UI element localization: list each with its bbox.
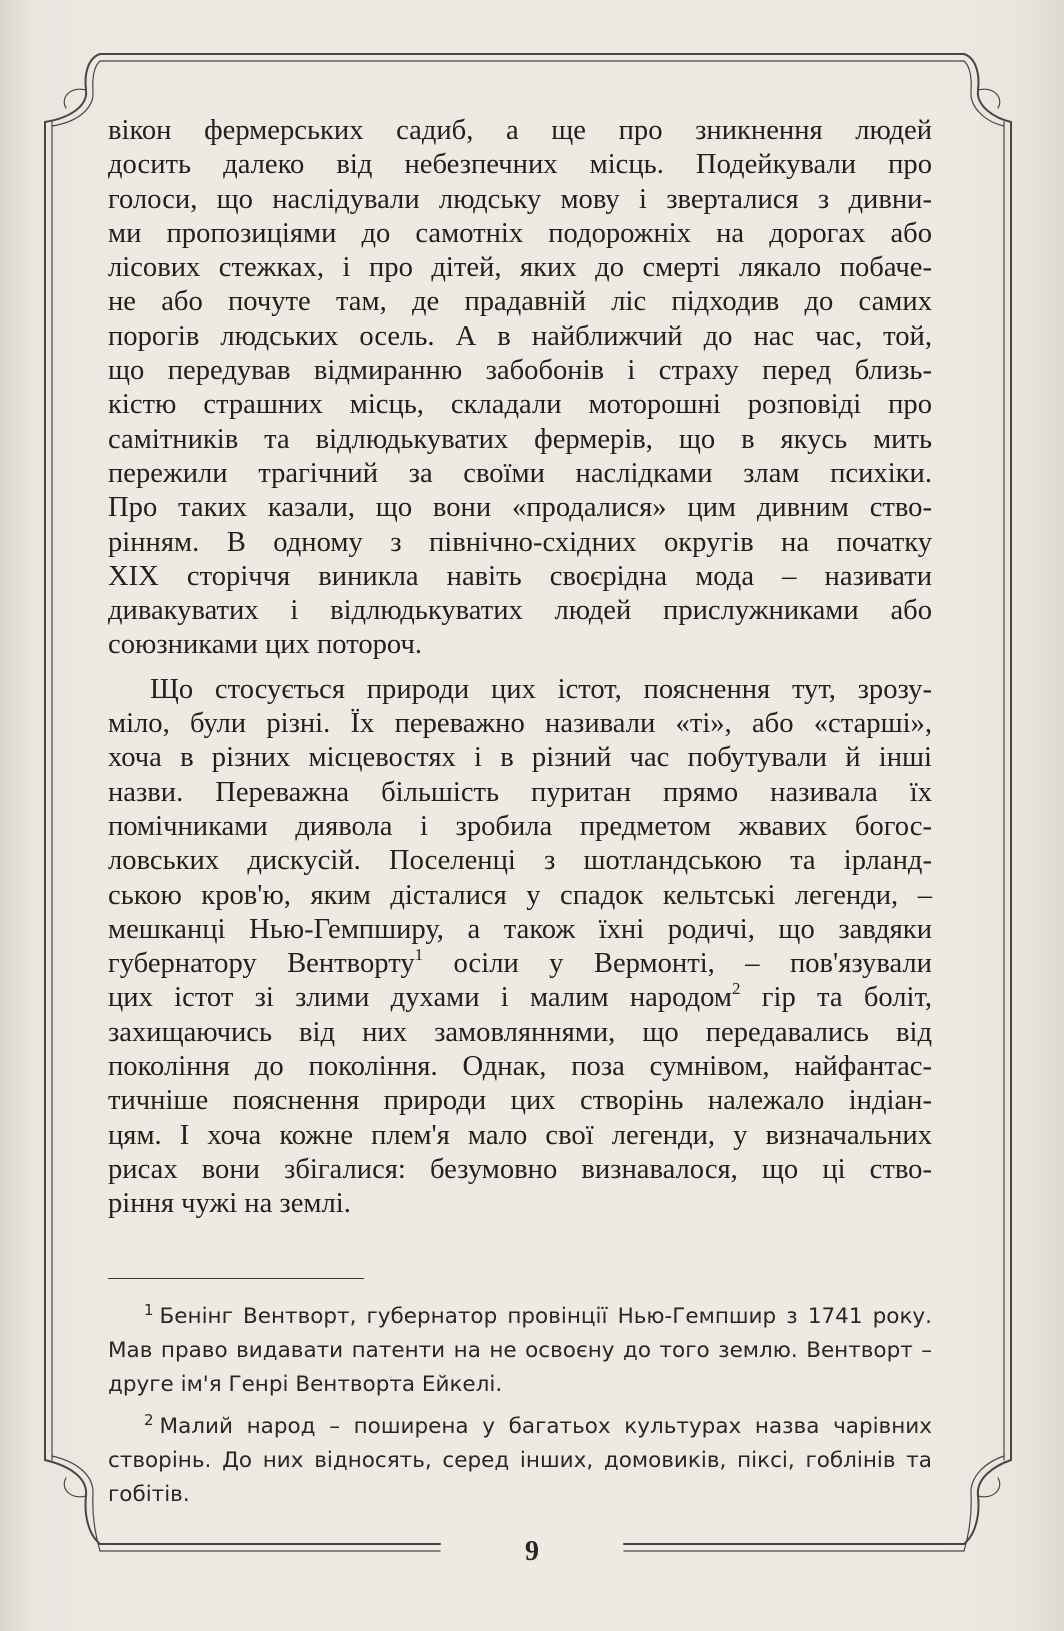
text-line: XIX сторіччя виникла навіть своєрідна мода – називати: [108, 560, 932, 592]
footnote-2-line: гобітів.: [108, 1482, 190, 1507]
footnote-2-mark: 2: [144, 1411, 154, 1429]
text-line: лісових стежках, і про дітей, яких до смерті лякало побаче-: [108, 252, 932, 284]
text-line: рисах вони збігалися: безумовно визнавалося, що ці ство-: [108, 1153, 932, 1185]
footnote-text: Бенінг Вентворт, губернатор провінції Нью-Гемпшир з 1741 року.: [159, 1304, 932, 1329]
text-line: рінням. В одному з північно-східних округів на початку: [108, 526, 932, 558]
text-line: дивакуватих і відлюдькуватих людей прислужниками або: [108, 595, 932, 627]
text-line: покоління до покоління. Однак, поза сумнівом, найфантас-: [108, 1051, 932, 1083]
text-line-with-note: [108, 981, 932, 1015]
footnote-1-line: Мав право видавати патенти на не освоєну до того землю. Вентворт –: [108, 1338, 932, 1363]
text-line: тичніше пояснення природи цих створінь належало індіан-: [108, 1085, 932, 1117]
footnotes: [108, 1300, 932, 1512]
text-line: ловських дискусій. Поселенці з шотландською та ірланд-: [108, 845, 932, 877]
text-line: вікон фермерських садиб, а ще про зникнення людей: [108, 115, 932, 146]
text-line: помічниками диявола і зробила предметом жвавих богос-: [108, 810, 932, 842]
footnote-2-line: [108, 1410, 932, 1444]
text-line: Що стосується природи цих істот, пояснення тут, зрозу-: [150, 673, 932, 705]
footnote-text: Малий народ – поширена у багатьох культурах назва чарівних: [159, 1414, 932, 1439]
text-line: цям. І хоча кожне плем'я мало свої легенди, у визначальних: [108, 1119, 932, 1151]
footnote-ref-1[interactable]: 1: [414, 945, 424, 965]
text-line: що передував відмиранню забобонів і страху перед близь-: [108, 355, 932, 387]
text-segment: цих істот зі злими духами і малим народом: [108, 982, 732, 1014]
footnote-1-mark: 1: [144, 1301, 154, 1319]
text-line: назви. Переважна більшість пуритан прямо називала їх: [108, 776, 932, 808]
text-segment: губернатору Вентворту: [108, 948, 415, 980]
text-line: захищаючись від них замовляннями, що передавались від: [108, 1016, 932, 1048]
text-line: голоси, що наслідували людську мову і зверталися з дивни-: [108, 183, 932, 215]
text-line-with-note: [108, 947, 932, 981]
footnote-1-line: друге ім'я Генрі Вентворта Ейкелі.: [108, 1372, 503, 1397]
footnote-1-line: [108, 1300, 932, 1334]
text-line: міло, були різні. Їх переважно називали «ті», або «старші»,: [108, 708, 932, 740]
text-line: самітників та відлюдькуватих фермерів, що в якусь мить: [108, 423, 932, 455]
text-line: ми пропозиціями до самотніх подорожніх на дорогах або: [108, 217, 932, 249]
text-line: порогів людських осель. А в найближчий до нас час, той,: [108, 320, 932, 352]
text-line: не або почуте там, де прадавній ліс підходив до самих: [108, 286, 932, 318]
footnote-separator: [108, 1278, 364, 1279]
text-line: кістю страшних місць, складали моторошні розповіді про: [108, 389, 932, 421]
text-line: Про таких казали, що вони «продалися» цим дивним ство-: [108, 492, 932, 524]
text-line: ріння чужі на землі.: [108, 1188, 351, 1220]
footnote-2-line: створінь. До них відносять, серед інших, домовиків, піксі, гоблінів та: [108, 1448, 932, 1473]
main-text: [108, 114, 932, 1222]
text-line: союзниками цих потороч.: [108, 629, 423, 661]
text-line: ською кров'ю, яким дісталися у спадок кельтські легенди, –: [108, 879, 932, 911]
text-segment: гір та боліт,: [761, 982, 932, 1014]
footnote-ref-2[interactable]: 2: [731, 979, 741, 999]
text-line: мешканці Нью-Гемпширу, а також їхні родичі, що завдяки: [108, 913, 932, 945]
text-segment: осіли у Вермонті, – пов'язували: [453, 948, 932, 980]
text-line: пережили трагічний за своїми наслідками злам психіки.: [108, 457, 932, 489]
text-line: досить далеко від небезпечних місць. Подейкували про: [108, 149, 932, 181]
page-number: 9: [525, 1536, 539, 1567]
text-line: хоча в різних місцевостях і в різний час побутували й інші: [108, 742, 932, 774]
